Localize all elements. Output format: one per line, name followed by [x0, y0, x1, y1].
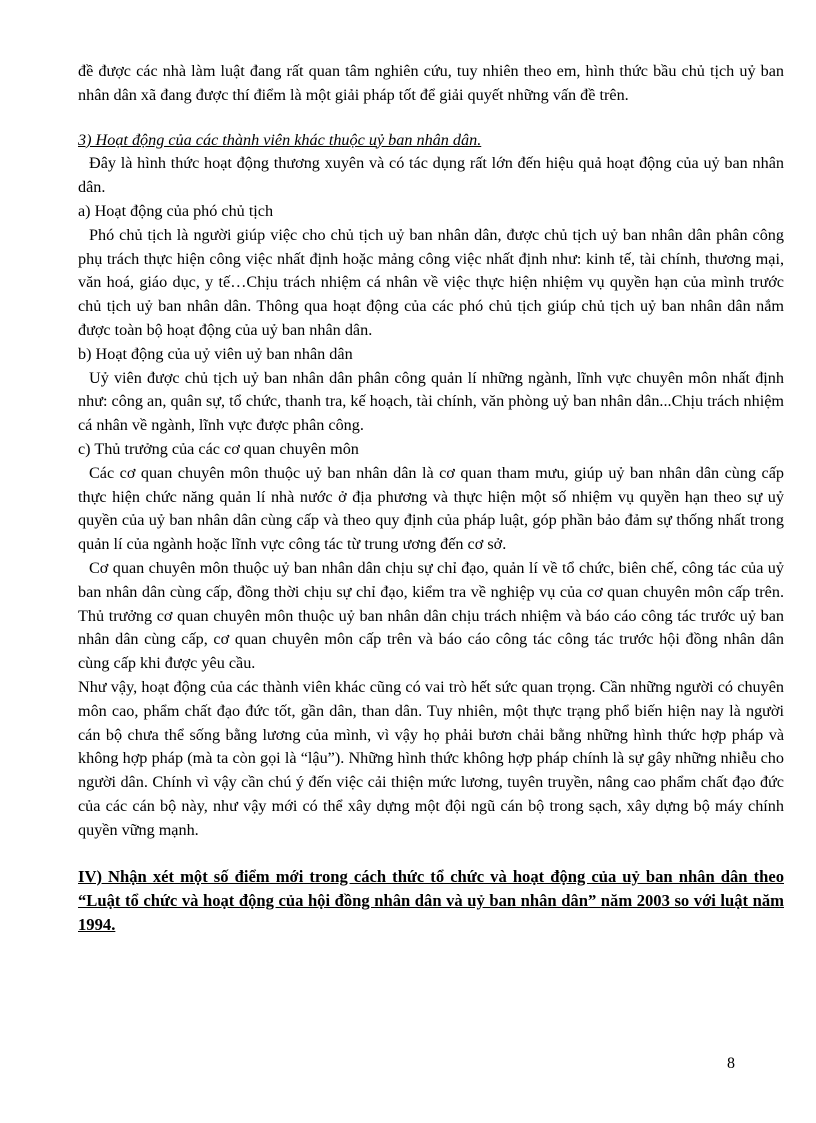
- subsection-b-body: Uỷ viên được chủ tịch uỷ ban nhân dân phân công quản lí những ngành, lĩnh vực chuyên môn nhất định như: công an, quân sự, tổ chức, thanh tra, kế hoạch, tài chính, văn phòng uỷ ban nhân dân...Chịu trách nhiệm cá nhân về ngành, lĩnh vực được phân công.: [78, 368, 784, 435]
- section-3-body: Đây là hình thức hoạt động thương xuyên và có tác dụng rất lớn đến hiệu quả hoạt động của uỷ ban nhân dân.: [78, 154, 784, 197]
- document-page: [78, 60, 784, 937]
- subsection-c-body-1: Các cơ quan chuyên môn thuộc uỷ ban nhân dân là cơ quan tham mưu, giúp uỷ ban nhân dân cùng cấp thực hiện chức năng quản lí nhà nước ở địa phương và thực hiện một số nhiệm vụ quyền hạn theo sự uỷ quyền của uỷ ban nhân dân cùng cấp và theo quy định của pháp luật, góp phần bảo đảm sự thống nhất trong quản lí của ngành hoặc lĩnh vực công tác từ trung ương đến cơ sở.: [78, 463, 784, 554]
- page-number: 8: [727, 1055, 735, 1072]
- conclusion-paragraph: Như vậy, hoạt động của các thành viên khác cũng có vai trò hết sức quan trọng. Cần những người có chuyên môn cao, phẩm chất đạo đức tốt, gần dân, than dân. Tuy nhiên, một thực trạng phổ biến hiện nay là người cán bộ chưa thể sống bằng lương của mình, vì vậy họ phải bươn chải bằng những hình thức hợp pháp và không hợp pháp (mà ta còn gọi là “lậu”). Những hình thức không hợp pháp chính là sự gây những nhiễu cho người dân. Chính vì vậy cần chú ý đến việc cải thiện mức lương, tuyên truyền, nâng cao phẩm chất đạo đức của các cán bộ này, như vậy mới có thể xây dựng một đội ngũ cán bộ trong sạch, xây dựng bộ máy chính quyền vững mạnh.: [78, 677, 784, 839]
- subsection-c-body-2: Cơ quan chuyên môn thuộc uỷ ban nhân dân chịu sự chỉ đạo, quản lí về tổ chức, biên chế, công tác của uỷ ban nhân dân cùng cấp, đồng thời chịu sự chỉ đạo, kiểm tra về nghiệp vụ của cơ quan chuyên môn cấp trên. Thủ trưởng cơ quan chuyên môn thuộc uỷ ban nhân dân chịu trách nhiệm và báo cáo công tác trước uỷ ban nhân dân cùng cấp, cơ quan chuyên môn cấp trên và báo cáo công tác công tác trước hội đồng nhân dân cùng cấp khi được yêu cầu.: [78, 558, 784, 673]
- subsection-b-title: b) Hoạt động của uỷ viên uỷ ban nhân dân: [78, 344, 353, 363]
- subsection-c-title: c) Thủ trưởng của các cơ quan chuyên môn: [78, 439, 359, 458]
- subsection-a-body: Phó chủ tịch là người giúp việc cho chủ tịch uỷ ban nhân dân, được chủ tịch uỷ ban nhân dân phân công phụ trách thực hiện công việc nhất định hoặc mảng công việc nhất định như: kinh tế, tài chính, thương mại, văn hoá, giáo dục, y tế…Chịu trách nhiệm cá nhân về việc thực hiện nhiệm vụ quyền hạn của mình trước chủ tịch uỷ ban nhân dân. Thông qua hoạt động của các phó chủ tịch giúp chủ tịch uỷ ban nhân dân nắm được toàn bộ hoạt động của uỷ ban nhân dân.: [78, 225, 784, 339]
- section-3-title: 3) Hoạt động của các thành viên khác thuộc uỷ ban nhân dân.: [78, 130, 482, 149]
- subsection-a-title: a) Hoạt động của phó chủ tịch: [78, 201, 274, 220]
- intro-paragraph: đề được các nhà làm luật đang rất quan tâm nghiên cứu, tuy nhiên theo em, hình thức bầu chủ tịch uỷ ban nhân dân xã đang được thí điểm là một giải pháp tốt để giải quyết những vấn đề trên.: [78, 62, 784, 104]
- section-4-heading: IV) Nhận xét một số điểm mới trong cách thức tổ chức và hoạt động của uỷ ban nhân dân theo “Luật tổ chức và hoạt động của hội đồng nhân dân và uỷ ban nhân dân” năm 2003 so với luật năm 1994.: [78, 866, 784, 934]
